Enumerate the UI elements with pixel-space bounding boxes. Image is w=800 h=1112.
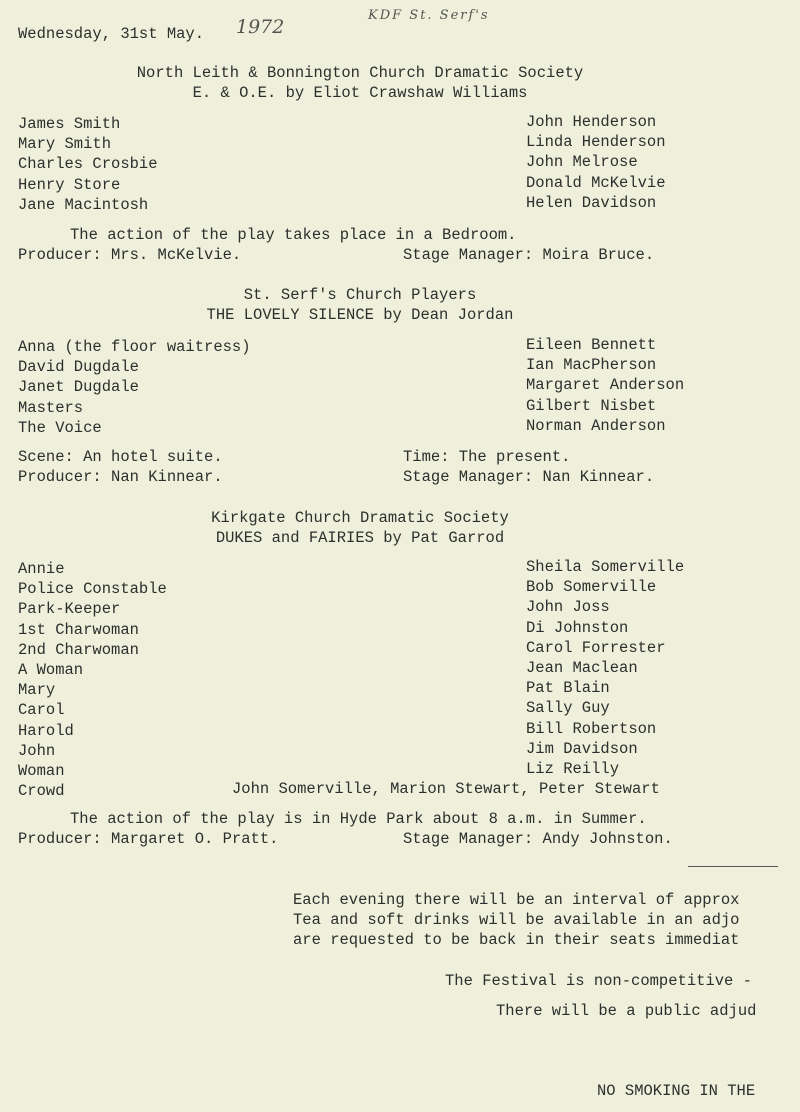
cast-role: Anna (the floor waitress) <box>18 338 251 356</box>
cast-actor: Linda Henderson <box>526 133 666 152</box>
refreshments-note: Tea and soft drinks will be available in an adjo <box>293 911 740 929</box>
handwritten-year: 1972 <box>236 16 285 38</box>
play3-roles <box>18 559 167 801</box>
play2-time: Time: The present. <box>403 448 571 466</box>
play3-actors <box>526 557 684 779</box>
play2-scene: Scene: An hotel suite. <box>18 448 223 466</box>
cast-role: Woman <box>18 761 65 780</box>
cast-role: Charles Crosbie <box>18 155 158 174</box>
cast-actor: Norman Anderson <box>526 416 666 435</box>
cast-actor: Gilbert Nisbet <box>526 396 657 415</box>
play1-company: North Leith & Bonnington Church Dramatic Society <box>136 64 584 82</box>
adjudication-note: There will be a public adjud <box>496 1002 757 1020</box>
cast-role: 1st Charwoman <box>18 620 139 639</box>
date-line: Wednesday, 31st May. <box>18 25 205 43</box>
cast-role: Carol <box>18 701 65 720</box>
play2-title: THE LOVELY SILENCE by Dean Jordan <box>206 306 514 324</box>
play1-title: E. & O.E. by Eliot Crawshaw Williams <box>192 84 528 102</box>
play3-crowd: John Somerville, Marion Stewart, Peter Stewart <box>232 780 660 798</box>
cast-actor: Helen Davidson <box>526 193 657 212</box>
cast-role: Annie <box>18 560 65 578</box>
play2-producer: Producer: Nan Kinnear. <box>18 468 223 486</box>
cast-role: Crowd <box>18 782 65 801</box>
play2-company: St. Serf's Church Players <box>243 286 477 304</box>
cast-role: 2nd Charwoman <box>18 640 139 659</box>
cast-actor: Jim Davidson <box>526 739 638 758</box>
cast-actor: John Melrose <box>526 153 638 172</box>
festival-note: The Festival is non-competitive - <box>445 972 752 990</box>
cast-role: Police Constable <box>18 580 167 599</box>
cast-role: Park-Keeper <box>18 600 121 619</box>
play2-stage-manager: Stage Manager: Nan Kinnear. <box>403 468 655 486</box>
play3-company: Kirkgate Church Dramatic Society <box>211 509 509 527</box>
cast-role: John <box>18 741 56 760</box>
play3-stage-manager: Stage Manager: Andy Johnston. <box>403 830 673 848</box>
play1-actors <box>526 112 666 213</box>
cast-actor: Bob Somerville <box>526 578 657 597</box>
cast-actor: Pat Blain <box>526 679 610 698</box>
play3-producer: Producer: Margaret O. Pratt. <box>18 830 279 848</box>
cast-role: Janet Dugdale <box>18 378 139 397</box>
no-smoking-note: NO SMOKING IN THE <box>597 1082 756 1100</box>
cast-role: James Smith <box>18 115 121 133</box>
cast-role: The Voice <box>18 418 102 437</box>
interval-note: Each evening there will be an interval of approx <box>293 891 740 909</box>
play1-roles <box>18 114 158 215</box>
cast-actor: John Joss <box>526 598 610 617</box>
cast-actor: Jean Maclean <box>526 658 638 677</box>
cast-role: Jane Macintosh <box>18 195 149 214</box>
cast-actor: Sheila Somerville <box>526 558 685 576</box>
divider-rule <box>688 866 778 867</box>
cast-actor: Ian MacPherson <box>526 356 657 375</box>
cast-actor: Sally Guy <box>526 699 610 718</box>
play1-producer: Producer: Mrs. McKelvie. <box>18 246 242 264</box>
cast-actor: Di Johnston <box>526 618 629 637</box>
play3-action: The action of the play is in Hyde Park about 8 a.m. in Summer. <box>70 810 647 828</box>
cast-role: Mary <box>18 681 56 700</box>
handwritten-note: KDF St. Serf's <box>368 8 490 23</box>
play1-action: The action of the play takes place in a Bedroom. <box>70 226 517 244</box>
cast-role: Mary Smith <box>18 135 112 154</box>
cast-role: David Dugdale <box>18 358 139 377</box>
play2-actors <box>526 335 684 436</box>
seats-note: are requested to be back in their seats immediat <box>293 931 740 949</box>
cast-actor: Eileen Bennett <box>526 336 657 354</box>
cast-actor: Carol Forrester <box>526 638 666 657</box>
cast-actor: Donald McKelvie <box>526 173 666 192</box>
cast-role: Masters <box>18 398 84 417</box>
cast-role: Henry Store <box>18 175 121 194</box>
play2-roles <box>18 337 251 438</box>
cast-actor: Liz Reilly <box>526 759 620 778</box>
cast-actor: Bill Robertson <box>526 719 657 738</box>
cast-role: A Woman <box>18 660 84 679</box>
play1-stage-manager: Stage Manager: Moira Bruce. <box>403 246 655 264</box>
cast-role: Harold <box>18 721 74 740</box>
cast-actor: John Henderson <box>526 113 657 131</box>
play3-title: DUKES and FAIRIES by Pat Garrod <box>215 529 505 547</box>
cast-actor: Margaret Anderson <box>526 376 685 395</box>
